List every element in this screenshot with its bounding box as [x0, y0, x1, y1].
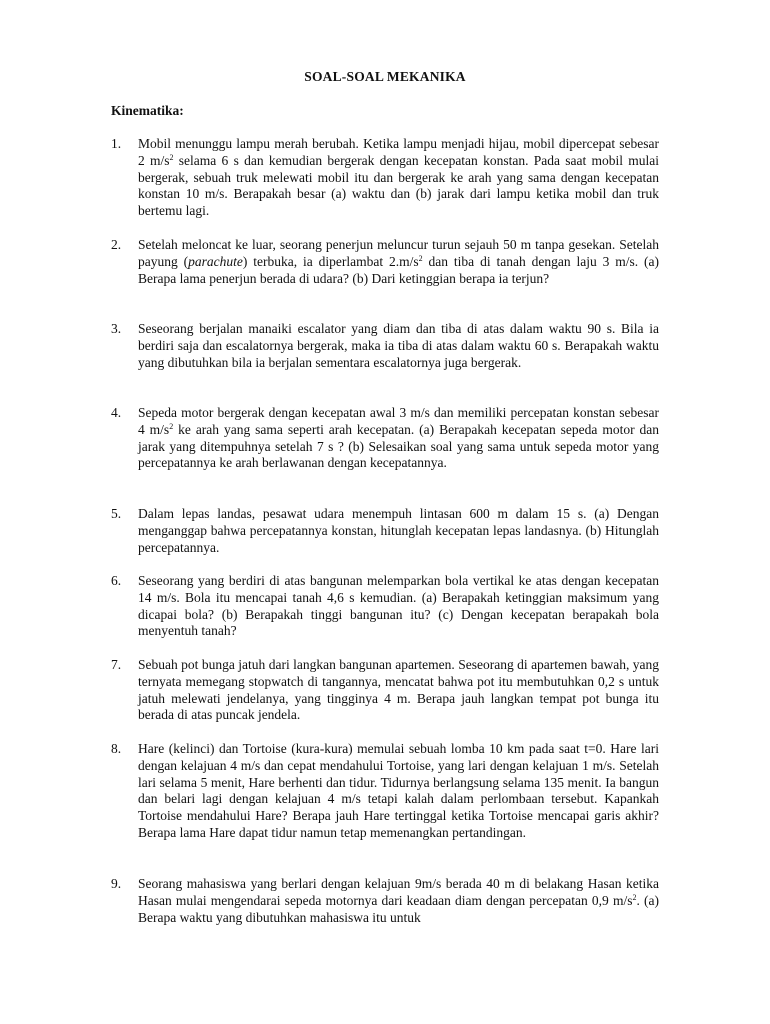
superscript: 2 [418, 253, 423, 263]
problem-number: 3. [111, 321, 122, 336]
problem-text [138, 136, 659, 220]
text-run: ) terbuka, ia diperlambat 2.m/s [242, 253, 419, 269]
problem-item [111, 237, 659, 287]
problem-text [138, 506, 659, 556]
text-run: Seseorang berjalan manaiki escalator yang diam dan tiba di atas dalam waktu 90 s. Bila ia berdiri saja dan escalatornya bergerak, maka ia tiba di atas dalam waktu 60 s. Berapakah waktu yang dibutuhkan bila ia berjalan sementara escalatornya juga bergerak. [138, 321, 659, 370]
problem-text [138, 741, 659, 842]
section-heading: Kinematika: [111, 103, 184, 118]
problem-item [111, 657, 659, 724]
problem-item [111, 876, 659, 926]
problem-number: 5. [111, 506, 122, 521]
italic-text: parachute [188, 253, 243, 269]
problem-number: 2. [111, 237, 122, 252]
problem-number: 7. [111, 657, 122, 672]
problem-text [138, 573, 659, 640]
problem-text [138, 321, 659, 371]
text-run: Setelah meloncat ke luar, seorang penerjun meluncur turun sejauh 50 m tanpa gesekan. Setelah payung ( [138, 237, 659, 269]
problem-item [111, 506, 659, 556]
problem-number: 8. [111, 741, 122, 756]
problem-item [111, 741, 659, 842]
text-run: Sepeda motor bergerak dengan kecepatan awal 3 m/s dan memiliki percepatan konstan sebesar 4 m/s [138, 405, 659, 437]
superscript: 2 [169, 421, 174, 431]
text-run: Sebuah pot bunga jatuh dari langkan bangunan apartemen. Seseorang di apartemen bawah, yang ternyata memegang stopwatch di tangannya, mencatat bahwa pot itu membutuhkan 0,2 s untuk jatuh melewati jendelanya, yang tingginya 4 m. Berapa jauh langkan tempat pot bunga itu berada di atas puncak jendela. [138, 657, 659, 723]
text-run: Dalam lepas landas, pesawat udara menempuh lintasan 600 m dalam 15 s. (a) Dengan menganggap bahwa percepatannya konstan, hitunglah kecepatan lepas landasnya. (b) Hitunglah percepatannya. [138, 506, 659, 555]
text-run: Seorang mahasiswa yang berlari dengan kelajuan 9m/s berada 40 m di belakang Hasan ketika Hasan mulai mengendarai sepeda motornya dari keadaan diam dengan percepatan 0,9 m/s [138, 876, 659, 908]
document-title: SOAL-SOAL MEKANIKA [304, 69, 466, 84]
text-run: Hare (kelinci) dan Tortoise (kura-kura) memulai sebuah lomba 10 km pada saat t=0. Hare lari dengan kelajuan 4 m/s dan cepat mendahului Tortoise, yang lari dengan kelajuan 1 m/s. Setelah lari selama 5 menit, Hare berhenti dan tidur. Tidurnya berlangsung selama 135 menit. Ia bangun dan belari lagi dengan kelajuan 4 m/s tetapi kalah dalam perlombaan tersebut. Kapankah Tortoise mendahului Hare? Berapa jauh Hare tertinggal ketika Tortoise mencapai garis akhir? Berapa lama Hare dapat tidur namun tetap memenangkan pertandingan. [138, 741, 659, 840]
text-run: dan tiba di tanah dengan laju 3 m/s. (a) Berapa lama penerjun berada di udara? (b) Dari ketinggian berapa ia terjun? [138, 253, 659, 286]
problem-number: 4. [111, 405, 122, 420]
text-run: Mobil menunggu lampu merah berubah. Ketika lampu menjadi hijau, mobil dipercepat sebesar 2 m/s [138, 136, 659, 168]
superscript: 2 [632, 892, 637, 902]
problem-text [138, 237, 659, 287]
problem-item [111, 573, 659, 640]
text-run: selama 6 s dan kemudian bergerak dengan kecepatan konstan. Pada saat mobil mulai bergerak, sebuah truk melewati mobil itu dan bergerak ke arah yang sama dengan kecepatan konstan 10 m/s. Berapakah besar (a) waktu dan (b) jarak dari lampu ketika mobil dan truk bertemu lagi. [138, 152, 659, 219]
problem-item [111, 321, 659, 371]
problem-text [138, 405, 659, 472]
problem-item [111, 405, 659, 472]
problem-number: 6. [111, 573, 122, 588]
problem-number: 9. [111, 876, 122, 891]
text-run: . (a) Berapa waktu yang dibutuhkan mahasiswa itu untuk [138, 892, 660, 925]
problem-text [138, 657, 659, 724]
problem-text [138, 876, 659, 926]
text-run: ke arah yang sama seperti arah kecepatan. (a) Berapakah kecepatan sepeda motor dan jarak yang ditempuhnya setelah 7 s ? (b) Selesaikan soal yang sama untuk sepeda motor yang percepatannya ke arah berlawanan dengan kecepatannya. [138, 421, 659, 471]
text-run: Seseorang yang berdiri di atas bangunan melemparkan bola vertikal ke atas dengan kecepatan 14 m/s. Bola itu mencapai tanah 4,6 s kemudian. (a) Berapakah ketinggian maksimum yang dicapai bola? (b) Berapakah tinggi bangunan itu? (c) Dengan kecepatan berapakah bola menyentuh tanah? [138, 573, 659, 639]
problem-item [111, 136, 659, 220]
superscript: 2 [169, 152, 174, 162]
problem-number: 1. [111, 136, 122, 151]
